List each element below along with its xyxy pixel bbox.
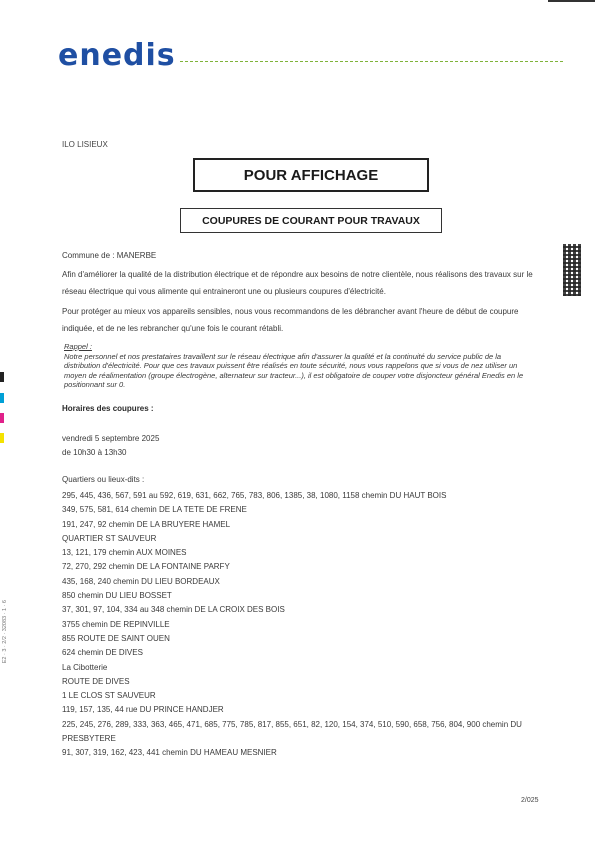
location-item: 435, 168, 240 chemin DU LIEU BORDEAUX	[62, 576, 220, 586]
protect-paragraph: Pour protéger au mieux vos appareils sensibles, nous vous recommandons de les débrancher avant l'heure de début de coupure indiquée, et de ne les rebrancher qu'une fois le courant rétabli.	[62, 307, 519, 333]
print-mark-yellow	[0, 433, 4, 443]
location-item: 624 chemin DE DIVES	[62, 648, 143, 658]
outage-time: de 10h30 à 13h30	[62, 448, 127, 457]
quartiers-title: Quartiers ou lieux-dits :	[62, 475, 145, 484]
location-item: 37, 301, 97, 104, 334 au 348 chemin DE LA CROIX DES BOIS	[62, 605, 285, 615]
location-item: ROUTE DE DIVES	[62, 676, 130, 686]
enedis-logo: enedis	[58, 38, 176, 73]
print-mark-black	[0, 372, 4, 382]
page-number: 2/025	[521, 797, 539, 804]
outage-date: vendredi 5 septembre 2025	[62, 434, 160, 443]
rappel-block	[64, 342, 534, 390]
sender-label: ILO LISIEUX	[62, 140, 108, 149]
margin-code: E2 · 3 · 2/2 · 32083 · 1 · 6	[2, 600, 8, 664]
location-item: 1 LE CLOS ST SAUVEUR	[62, 691, 156, 701]
location-item: 191, 247, 92 chemin DE LA BRUYERE HAMEL	[62, 519, 231, 529]
page-subtitle: COUPURES DE COURANT POUR TRAVAUX	[202, 214, 420, 227]
datamatrix-code-icon	[563, 244, 581, 296]
location-item: 13, 121, 179 chemin AUX MOINES	[62, 548, 187, 558]
page-title: POUR AFFICHAGE	[243, 166, 379, 184]
rappel-text: Notre personnel et nos prestataires travaillent sur le réseau électrique afin d'assurer la qualité et la continuité du service public de la distribution d'électricité. Pour que ces travaux puissent être réalisés en toute sécurité, nous vous rappelons que si vous de nez utiliser un moyen de réalimentation (groupe électrogène, alternateur sur tracteur...), il est obligatoire de couper votre disjoncteur général Enedis en le positionnant sur 0.	[64, 351, 524, 389]
location-item: 850 chemin DU LIEU BOSSET	[62, 591, 172, 601]
horaires-title: Horaires des coupures :	[62, 404, 154, 413]
intro-paragraph: Afin d'améliorer la qualité de la distribution électrique et de répondre aux besoins de notre clientèle, nous réalisons des travaux sur le réseau électrique qui vous alimente qui entraineront une ou plusieurs coupures d'électricité.	[62, 270, 533, 296]
locations-list	[62, 489, 550, 761]
location-item: QUARTIER ST SAUVEUR	[62, 533, 157, 543]
print-mark-cyan	[0, 393, 4, 403]
location-item: 91, 307, 319, 162, 423, 441 chemin DU HAMEAU MESNIER	[62, 748, 277, 758]
title-box	[193, 158, 429, 192]
location-item: 295, 445, 436, 567, 591 au 592, 619, 631, 662, 765, 783, 806, 1385, 38, 1080, 1158 chemin DU HAUT BOIS	[62, 491, 447, 500]
location-item: 3755 chemin DE REPINVILLE	[62, 619, 170, 629]
location-item: 119, 157, 135, 44 rue DU PRINCE HANDJER	[62, 705, 224, 715]
commune-line: Commune de : MANERBE	[62, 251, 157, 260]
print-mark-magenta	[0, 413, 4, 423]
rappel-title: Rappel :	[64, 342, 92, 351]
location-item: 225, 245, 276, 289, 333, 363, 465, 471, 685, 775, 785, 817, 855, 651, 82, 120, 154, 374, 510, 590, 658, 756, 804, 900 chemin DU PRESBYTERE	[62, 719, 522, 744]
location-item: 349, 575, 581, 614 chemin DE LA TETE DE FRENE	[62, 505, 247, 515]
corner-mark	[548, 0, 595, 2]
location-item: 855 ROUTE DE SAINT OUEN	[62, 633, 170, 643]
location-item: 72, 270, 292 chemin DE LA FONTAINE PARFY	[62, 562, 230, 572]
header-divider	[180, 61, 563, 62]
subtitle-box	[180, 208, 442, 233]
location-item: La Cibotterie	[62, 662, 108, 672]
